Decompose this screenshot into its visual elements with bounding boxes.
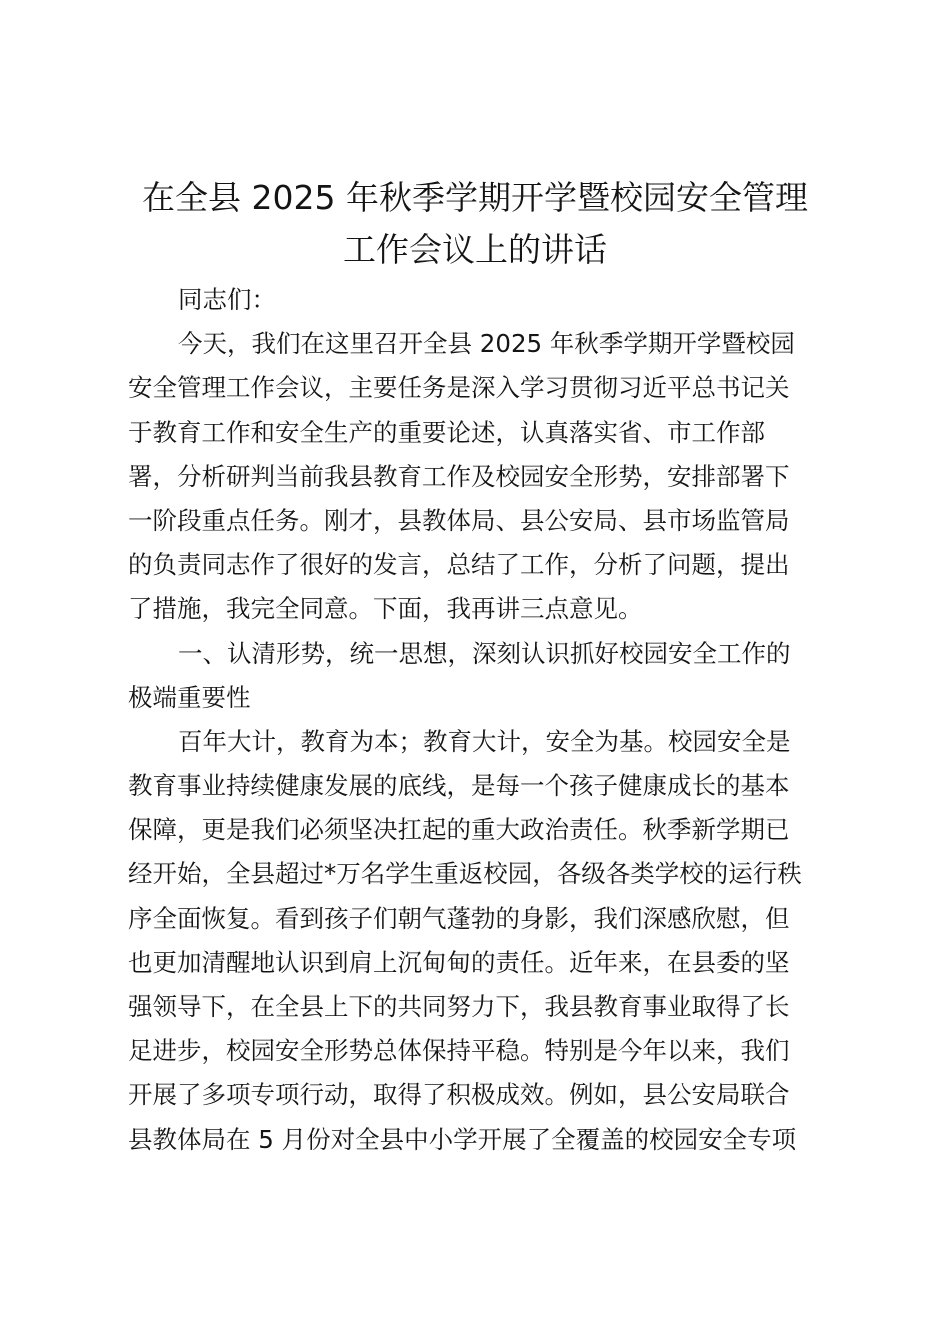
paragraph-section-1 — [128, 720, 833, 1162]
paragraph-line: 也更加清醒地认识到肩上沉甸甸的责任。近年来，在县委的坚 — [128, 947, 790, 977]
paragraph-line: 署，分析研判当前我县教育工作及校园安全形势，安排部署下 — [128, 461, 790, 491]
paragraph-line: 安全管理工作会议，主要任务是深入学习贯彻习近平总书记关 — [128, 373, 790, 403]
paragraph-line: 强领导下，在全县上下的共同努力下，我县教育事业取得了长 — [128, 992, 790, 1021]
paragraph-line: 教育事业持续健康发展的底线，是每一个孩子健康成长的基本 — [128, 771, 790, 801]
paragraph-line: 了措施，我完全同意。下面，我再讲三点意见。 — [128, 594, 643, 624]
section-heading-1 — [128, 632, 833, 720]
paragraph-line: 保障，更是我们必须坚决扛起的重大政治责任。秋季新学期已 — [128, 815, 790, 845]
document-title — [0, 172, 950, 276]
heading-line: 一、认清形势，统一思想，深刻认识抓好校园安全工作的 — [178, 638, 791, 668]
paragraph-opening — [128, 322, 833, 631]
paragraph-line: 百年大计，教育为本；教育大计，安全为基。校园安全是 — [178, 726, 791, 756]
paragraph-line: 于教育工作和安全生产的重要论述，认真落实省、市工作部 — [128, 417, 765, 447]
paragraph-line: 序全面恢复。看到孩子们朝气蓬勃的身影，我们深感欣慰，但 — [128, 903, 790, 933]
paragraph-line: 一阶段重点任务。刚才，县教体局、县公安局、县市场监管局 — [128, 505, 790, 535]
paragraph-line: 经开始，全县超过*万名学生重返校园，各级各类学校的运行秩 — [128, 859, 802, 889]
paragraph-line: 的负责同志作了很好的发言，总结了工作，分析了问题，提出 — [128, 550, 790, 580]
document-body — [128, 278, 833, 1162]
title-line: 工作会议上的讲话 — [343, 230, 607, 269]
heading-line: 极端重要性 — [128, 682, 251, 712]
paragraph-line: 县教体局在 5 月份对全县中小学开展了全覆盖的校园安全专项 — [128, 1124, 797, 1154]
paragraph-line: 今天，我们在这里召开全县 2025 年秋季学期开学暨校园 — [178, 329, 795, 359]
paragraph-line: 足进步，校园安全形势总体保持平稳。特别是今年以来，我们 — [128, 1036, 790, 1066]
paragraph-line: 开展了多项专项行动，取得了积极成效。例如，县公安局联合 — [128, 1080, 790, 1110]
salutation: 同志们： — [178, 285, 276, 314]
title-line: 在全县 2025 年秋季学期开学暨校园安全管理 — [142, 178, 808, 217]
